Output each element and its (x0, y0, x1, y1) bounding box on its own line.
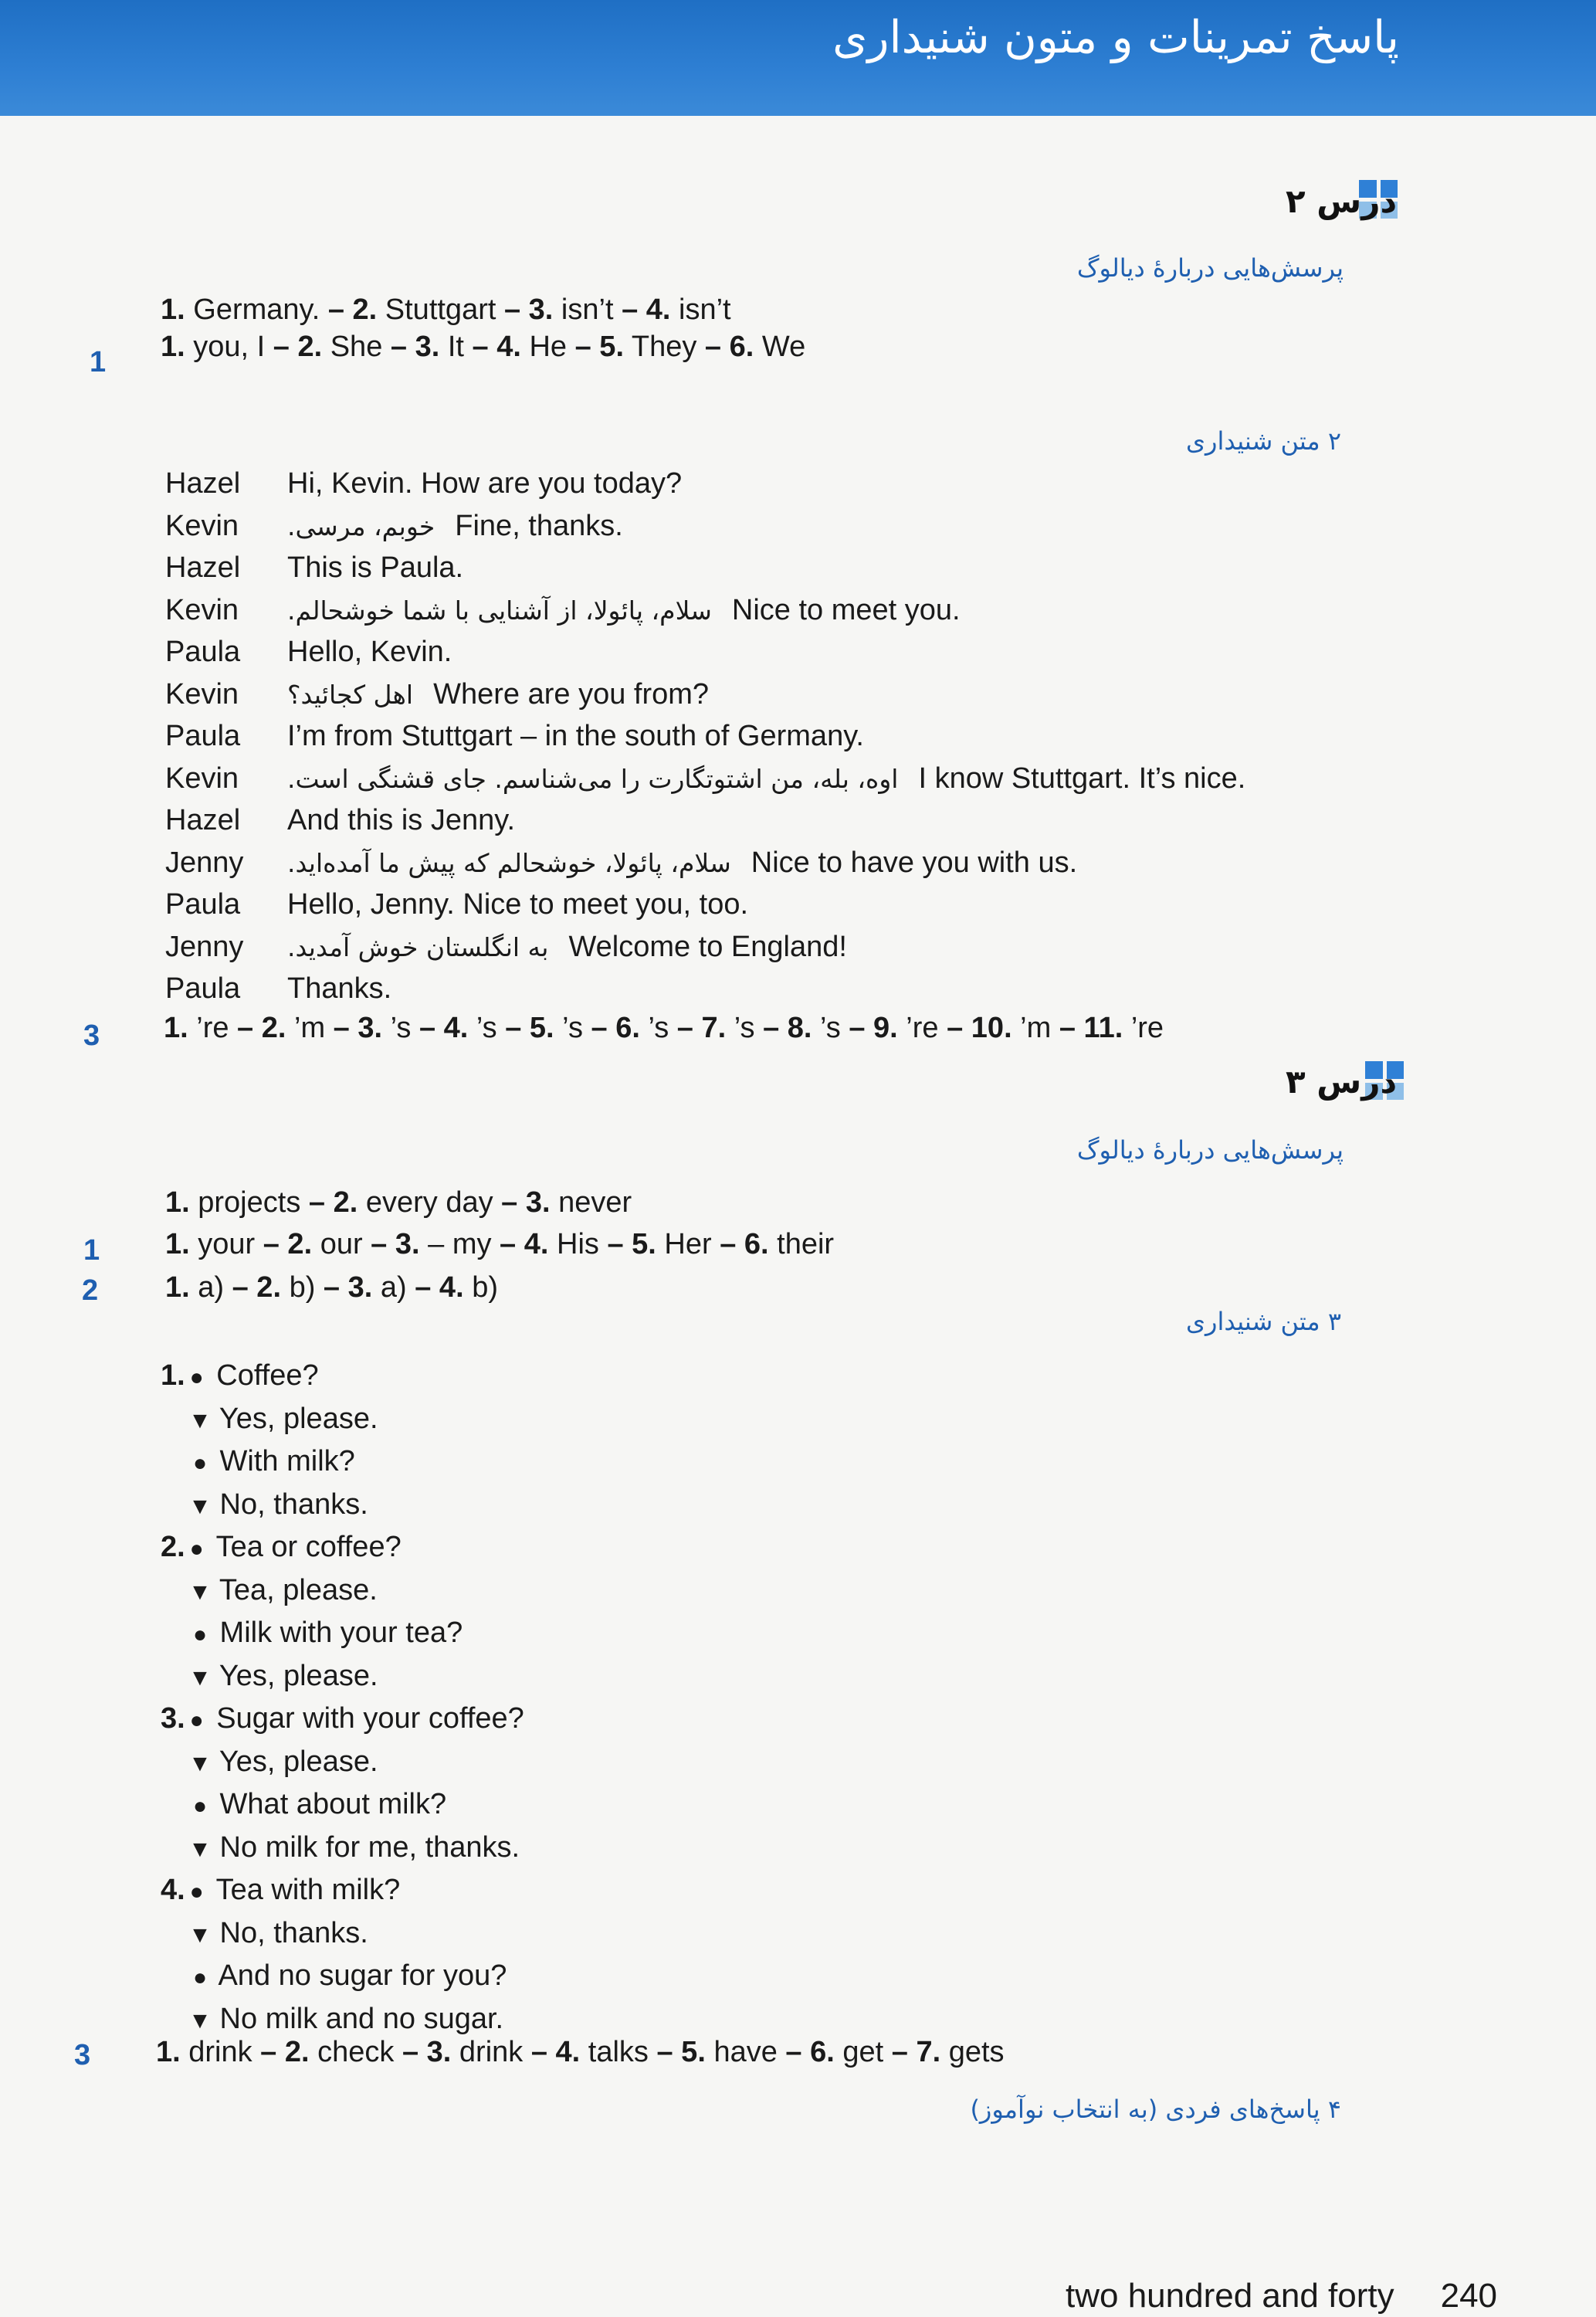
bullet-triangle-icon: ▼ (188, 1922, 212, 1948)
lesson3-dialogue-heading: پرسش‌هایی دربارهٔ دیالوگ (1076, 1135, 1344, 1165)
bullet-dot-icon: ● (189, 1708, 204, 1733)
transcript-english: I’m from Stuttgart – in the south of Germany. (287, 720, 864, 752)
transcript-line (287, 467, 682, 500)
answer-number: – 5. (496, 1012, 554, 1044)
answer-text: a) (189, 1271, 225, 1304)
dialogue-line (161, 1531, 402, 1564)
transcript-translation: به انگلستان خوش آمدید. (287, 932, 549, 962)
transcript-line (287, 931, 847, 964)
answer-number: – 6. (696, 331, 754, 363)
answer-number: – 4. (523, 2036, 581, 2068)
dialogue-text: Yes, please. (212, 1660, 378, 1692)
answer-text: They (624, 331, 697, 363)
transcript-english: I know Stuttgart. It’s nice. (918, 762, 1246, 795)
answer-number: – 5. (598, 1228, 656, 1260)
lesson3-ex1-answers (165, 1228, 834, 1261)
dialogue-number: 1. (161, 1359, 185, 1392)
answer-text: ’s (639, 1012, 669, 1044)
answer-text: ’re (188, 1012, 229, 1044)
answer-number: – 11. (1051, 1012, 1123, 1044)
page-header-title: پاسخ تمرینات و متون شنیداری (832, 11, 1399, 63)
transcript-line (287, 636, 452, 669)
answer-text: never (550, 1186, 632, 1219)
answer-text: our (312, 1228, 363, 1260)
lesson2-dialogue-heading: پرسش‌هایی دربارهٔ دیالوگ (1076, 253, 1344, 283)
transcript-speaker: Hazel (165, 804, 241, 836)
answer-number: – 9. (840, 1012, 898, 1044)
transcript-translation: خوبم، مرسی. (287, 511, 435, 541)
dialogue-line (188, 1959, 507, 1993)
answer-text: ’m (1011, 1012, 1052, 1044)
lesson3-title: درس ۳ (1286, 1063, 1397, 1101)
dialogue-line (161, 1874, 400, 1907)
answer-text: isn’t (553, 293, 614, 326)
answer-number: 1. (161, 293, 185, 326)
answer-text: ’s (468, 1012, 497, 1044)
dialogue-line (188, 1831, 520, 1864)
answer-text: Stuttgart (377, 293, 496, 326)
bullet-dot-icon: ● (192, 1965, 208, 1990)
bullet-triangle-icon: ▼ (188, 1579, 212, 1605)
answer-number: 1. (164, 1012, 188, 1044)
bullet-dot-icon: ● (189, 1536, 204, 1562)
transcript-speaker: Kevin (165, 678, 239, 711)
bullet-triangle-icon: ▼ (188, 1837, 212, 1862)
lesson3-ex3-answers (156, 2036, 1005, 2069)
answer-number: 1. (156, 2036, 181, 2068)
answer-text: ’re (1123, 1012, 1164, 1044)
dialogue-text: No, thanks. (212, 1917, 368, 1949)
transcript-english: Thanks. (287, 972, 392, 1005)
answer-number: – 3. (315, 1271, 373, 1304)
transcript-speaker: Paula (165, 636, 241, 668)
transcript-speaker: Paula (165, 972, 241, 1005)
lesson2-dialogue-answers (161, 293, 731, 327)
dialogue-line (188, 1788, 446, 1821)
answer-number: – 2. (300, 1186, 358, 1219)
answer-number: – 7. (669, 1012, 727, 1044)
answer-text: ’s (812, 1012, 841, 1044)
transcript-line (287, 972, 391, 1006)
answer-text: It (439, 331, 464, 363)
answer-text: get (834, 2036, 884, 2068)
dialogue-line (188, 1488, 368, 1521)
exercise-number: 1 (83, 1234, 100, 1267)
answer-number: – 2. (224, 1271, 282, 1304)
transcript-english: Hi, Kevin. How are you today? (287, 467, 683, 500)
lesson3-listening-heading: ۳ متن شنیداری (1186, 1307, 1341, 1336)
transcript-translation: سلام، پائولا، از آشنایی با شما خوشحالم. (287, 595, 712, 626)
answer-number: – 6. (777, 2036, 835, 2068)
transcript-speaker: Jenny (165, 931, 244, 963)
transcript-translation: سلام، پائولا، خوشحالم که پیش ما آمده‌اید. (287, 848, 731, 878)
answer-number: – 3. (382, 331, 440, 363)
answer-text: b) (463, 1271, 498, 1304)
answer-text: gets (940, 2036, 1005, 2068)
answer-number: – 2. (252, 2036, 310, 2068)
exercise-number: 1 (90, 346, 107, 378)
transcript-line (287, 846, 1077, 880)
answer-text: ’re (897, 1012, 939, 1044)
exercise-number: 3 (74, 2039, 91, 2071)
dialogue-text: No milk and no sugar. (212, 2003, 504, 2035)
dialogue-text: Tea, please. (212, 1574, 378, 1606)
answer-number: – 4. (411, 1012, 469, 1044)
dialogue-text: No, thanks. (212, 1488, 368, 1521)
dialogue-text: What about milk? (212, 1788, 447, 1820)
answer-text: ’s (554, 1012, 583, 1044)
answer-text: She (322, 331, 383, 363)
lesson2-ex1-answers (161, 331, 805, 364)
transcript-speaker: Kevin (165, 762, 239, 795)
answer-number: – 8. (754, 1012, 812, 1044)
answer-text: – my (419, 1228, 492, 1260)
answer-number: – 3. (496, 293, 554, 326)
answer-number: – 3. (493, 1186, 551, 1219)
answer-text: you, I (185, 331, 266, 363)
bullet-triangle-icon: ▼ (188, 1408, 212, 1433)
answer-number: 1. (165, 1186, 190, 1219)
transcript-english: Nice to have you with us. (751, 846, 1078, 879)
answer-number: – 4. (491, 1228, 549, 1260)
bullet-triangle-icon: ▼ (188, 1494, 212, 1519)
answer-text: check (309, 2036, 395, 2068)
dialogue-line (188, 1403, 378, 1436)
answer-text: have (705, 2036, 778, 2068)
answer-text: projects (189, 1186, 301, 1219)
dialogue-text: Tea or coffee? (208, 1531, 402, 1563)
answer-text: your (189, 1228, 256, 1260)
dialogue-line (188, 2003, 503, 2036)
answer-text: Her (656, 1228, 712, 1260)
dialogue-text: With milk? (212, 1445, 355, 1477)
answer-number: – 2. (255, 1228, 313, 1260)
dialogue-number: 2. (161, 1531, 185, 1563)
transcript-speaker: Paula (165, 888, 241, 921)
dialogue-text: Coffee? (208, 1359, 319, 1392)
transcript-speaker: Paula (165, 720, 241, 752)
lesson3-ex2-answers (165, 1271, 498, 1304)
answer-number: – 4. (406, 1271, 464, 1304)
answer-number: – 3. (325, 1012, 383, 1044)
answer-text: drink (451, 2036, 524, 2068)
bullet-triangle-icon: ▼ (188, 1665, 212, 1691)
answer-text: ’s (726, 1012, 755, 1044)
transcript-english: Hello, Kevin. (287, 636, 452, 668)
transcript-line (287, 888, 748, 921)
answer-number: 1. (165, 1271, 190, 1304)
dialogue-line (188, 1574, 378, 1607)
dialogue-line (188, 1660, 378, 1693)
answer-text: a) (372, 1271, 407, 1304)
answer-text: ’m (286, 1012, 326, 1044)
exercise-number: 3 (83, 1019, 100, 1052)
transcript-english: Nice to meet you. (731, 594, 961, 626)
answer-number: – 2. (265, 331, 323, 363)
dialogue-text: Milk with your tea? (212, 1616, 463, 1649)
bullet-dot-icon: ● (192, 1793, 208, 1819)
transcript-english: And this is Jenny. (287, 804, 516, 836)
answer-text: talks (580, 2036, 649, 2068)
dialogue-line (188, 1917, 368, 1950)
lesson2-title: درس ۲ (1286, 182, 1397, 220)
transcript-line (287, 720, 864, 753)
answer-number: – 2. (229, 1012, 286, 1044)
dialogue-text: Tea with milk? (208, 1874, 401, 1906)
dialogue-text: And no sugar for you? (212, 1959, 507, 1992)
transcript-translation: اهل کجائید؟ (287, 680, 414, 710)
answer-number: – 6. (582, 1012, 640, 1044)
transcript-translation: اوه، بله، من اشتوتگارت را می‌شناسم. جای قشنگی است. (287, 764, 899, 794)
transcript-english: Hello, Jenny. Nice to meet you, too. (287, 888, 749, 921)
answer-number: 1. (165, 1228, 190, 1260)
transcript-english: Fine, thanks. (455, 510, 623, 542)
answer-number: – 2. (320, 293, 378, 326)
bullet-dot-icon: ● (189, 1879, 204, 1905)
answer-text: His (548, 1228, 599, 1260)
answer-text: ’s (382, 1012, 412, 1044)
transcript-speaker: Kevin (165, 594, 239, 626)
transcript-line (287, 594, 961, 627)
dialogue-text: No milk for me, thanks. (212, 1831, 520, 1864)
answer-number: – 4. (613, 293, 671, 326)
dialogue-line (188, 1745, 378, 1779)
answer-number: – 7. (883, 2036, 941, 2068)
page-number: 240 (1440, 2277, 1498, 2315)
dialogue-number: 3. (161, 1702, 185, 1735)
answer-number: – 4. (463, 331, 521, 363)
answer-text: We (754, 331, 806, 363)
bullet-dot-icon: ● (192, 1450, 208, 1476)
transcript-line (287, 804, 515, 837)
page-header-band (0, 0, 1596, 116)
transcript-speaker: Hazel (165, 467, 241, 500)
dialogue-number: 4. (161, 1874, 185, 1906)
answer-number: 1. (161, 331, 185, 363)
dialogue-text: Yes, please. (212, 1745, 378, 1778)
answer-text: Germany. (185, 293, 320, 326)
transcript-speaker: Jenny (165, 846, 244, 879)
bullet-dot-icon: ● (192, 1622, 208, 1647)
exercise-number: 2 (82, 1274, 99, 1307)
answer-text: their (768, 1228, 835, 1260)
answer-text: isn’t (670, 293, 731, 326)
transcript-speaker: Hazel (165, 551, 241, 584)
bullet-dot-icon: ● (189, 1365, 204, 1390)
dialogue-line (188, 1616, 463, 1650)
transcript-line (287, 762, 1245, 796)
dialogue-line (161, 1359, 319, 1393)
transcript-english: Welcome to England! (568, 931, 847, 963)
dialogue-text: Yes, please. (212, 1403, 378, 1435)
answer-number: – 5. (567, 331, 625, 363)
lesson2-ex3-answers (164, 1012, 1164, 1045)
transcript-line (287, 551, 463, 585)
answer-number: – 10. (938, 1012, 1012, 1044)
answer-number: – 3. (362, 1228, 420, 1260)
page-footer (1066, 2277, 1497, 2315)
dialogue-line (161, 1702, 524, 1735)
transcript-speaker: Kevin (165, 510, 239, 542)
transcript-english: This is Paula. (287, 551, 464, 584)
transcript-line (287, 510, 623, 543)
answer-number: – 5. (648, 2036, 706, 2068)
dialogue-line (188, 1445, 355, 1478)
answer-number: – 3. (394, 2036, 452, 2068)
answer-text: every day (357, 1186, 493, 1219)
answer-number: – 6. (711, 1228, 769, 1260)
answer-text: He (520, 331, 568, 363)
answer-text: b) (281, 1271, 316, 1304)
bullet-triangle-icon: ▼ (188, 2008, 212, 2034)
transcript-line (287, 678, 709, 711)
answer-text: drink (180, 2036, 252, 2068)
page-number-words: two hundred and forty (1066, 2277, 1394, 2315)
lesson2-listening-heading: ۲ متن شنیداری (1186, 426, 1341, 456)
dialogue-text: Sugar with your coffee? (208, 1702, 524, 1735)
lesson3-ex4-heading: ۴ پاسخ‌های فردی (به انتخاب نوآموز) (970, 2095, 1341, 2124)
bullet-triangle-icon: ▼ (188, 1751, 212, 1776)
transcript-english: Where are you from? (433, 678, 710, 711)
lesson3-dialogue-answers (165, 1186, 632, 1220)
